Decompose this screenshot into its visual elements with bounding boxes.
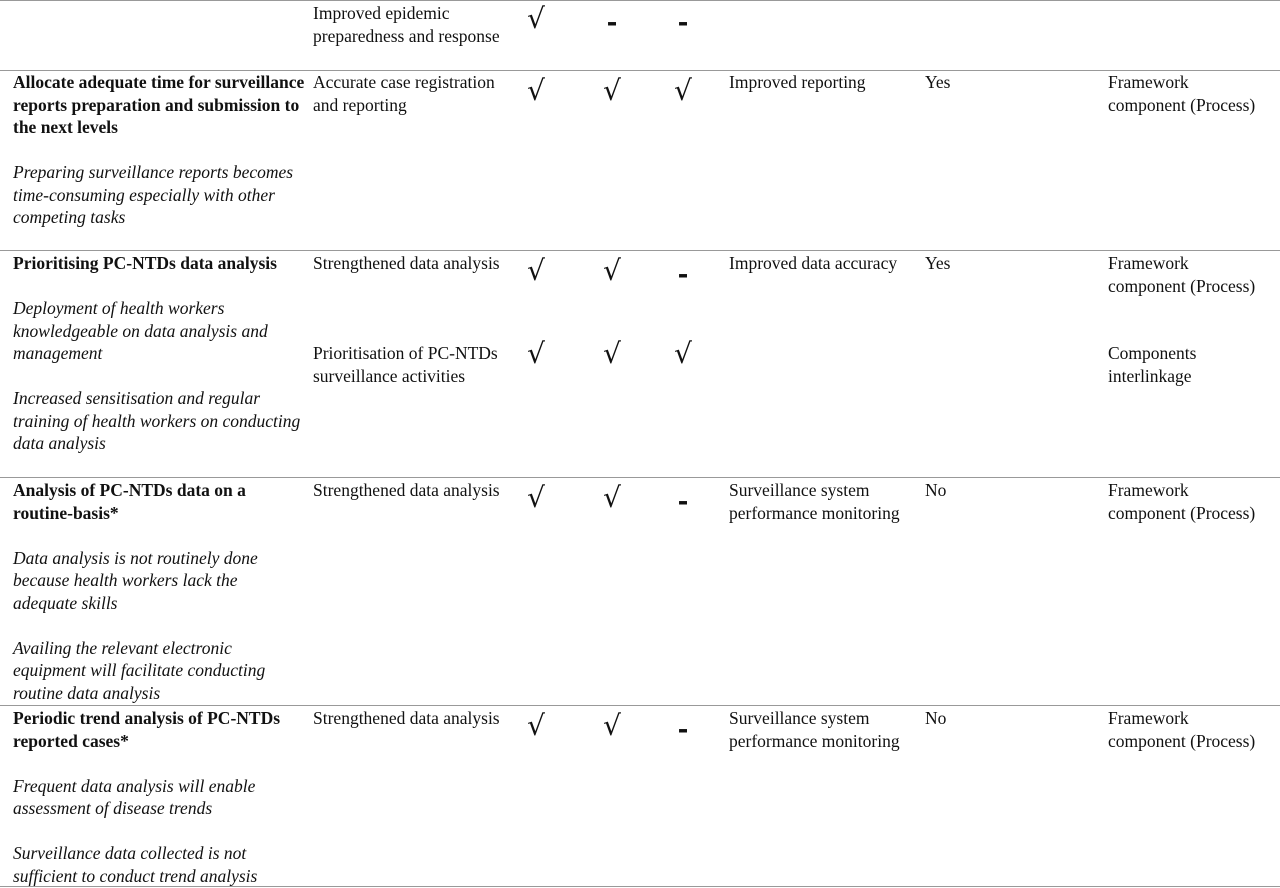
- row-divider: [0, 250, 1280, 251]
- validated-text: No: [925, 480, 947, 500]
- strategy-cell: [13, 707, 305, 887]
- validated-text: Yes: [925, 72, 951, 92]
- outcome-text: Prioritisation of PC-NTDs surveillance activities: [313, 343, 498, 386]
- check-mark: √: [603, 481, 621, 514]
- check-mark: √: [674, 74, 692, 107]
- outcome-text: Strengthened data analysis: [313, 480, 500, 500]
- check-mark: √: [527, 337, 545, 370]
- strategy-note: Increased sensitisation and regular training of health workers on conducting data analysis: [13, 388, 301, 453]
- dash-mark: -: [677, 260, 689, 290]
- strategy-note: Surveillance data collected is not sufficient to conduct trend analysis: [13, 843, 258, 886]
- check-mark: √: [603, 337, 621, 370]
- strategy-cell: [13, 479, 305, 704]
- check-mark: √: [527, 74, 545, 107]
- check-mark: √: [603, 254, 621, 287]
- result-text: Surveillance system performance monitoring: [729, 708, 900, 751]
- strategy-title: Analysis of PC-NTDs data on a routine-basis*: [13, 480, 246, 523]
- validated-text: Yes: [925, 253, 951, 273]
- strategy-cell: [13, 252, 305, 455]
- check-mark: √: [527, 2, 545, 35]
- strategy-title: Prioritising PC-NTDs data analysis: [13, 253, 277, 273]
- component-text: Framework component (Process): [1108, 72, 1256, 115]
- component-text: Components interlinkage: [1108, 343, 1197, 386]
- strategy-note: Deployment of health workers knowledgeable on data analysis and management: [13, 298, 268, 363]
- component-text: Framework component (Process): [1108, 708, 1256, 751]
- strategy-title: Allocate adequate time for surveillance reports preparation and submission to the next levels: [13, 72, 305, 137]
- outcome-text: Strengthened data analysis: [313, 253, 500, 273]
- check-mark: √: [674, 337, 692, 370]
- dash-mark: -: [677, 715, 689, 745]
- strategy-note: Availing the relevant electronic equipment will facilitate conducting routine data analysis: [13, 637, 266, 703]
- row-divider: [0, 0, 1280, 1]
- strategy-note: Preparing surveillance reports becomes time-consuming especially with other competing tasks: [13, 162, 294, 227]
- validated-text: No: [925, 708, 947, 728]
- strategy-note: Data analysis is not routinely done because health workers lack the adequate skills: [13, 547, 258, 613]
- result-text: Surveillance system performance monitoring: [729, 480, 900, 523]
- outcome-text: Strengthened data analysis: [313, 708, 500, 728]
- dash-mark: -: [677, 487, 689, 517]
- dash-mark: -: [677, 8, 689, 38]
- strategy-cell: [13, 71, 305, 229]
- check-mark: √: [603, 709, 621, 742]
- row-divider: [0, 477, 1280, 478]
- result-text: Improved reporting: [729, 72, 866, 92]
- check-mark: √: [603, 74, 621, 107]
- component-text: Framework component (Process): [1108, 480, 1256, 523]
- dash-mark: -: [606, 8, 618, 38]
- check-mark: √: [527, 254, 545, 287]
- outcome-text: Improved epidemic preparedness and response: [313, 3, 500, 46]
- row-divider: [0, 705, 1280, 706]
- check-mark: √: [527, 481, 545, 514]
- result-text: Improved data accuracy: [729, 253, 898, 273]
- strategy-title: Periodic trend analysis of PC-NTDs reported cases*: [13, 708, 281, 751]
- check-mark: √: [527, 709, 545, 742]
- strategy-note: Frequent data analysis will enable assessment of disease trends: [13, 775, 256, 818]
- outcome-text: Accurate case registration and reporting: [313, 72, 495, 115]
- component-text: Framework component (Process): [1108, 253, 1256, 296]
